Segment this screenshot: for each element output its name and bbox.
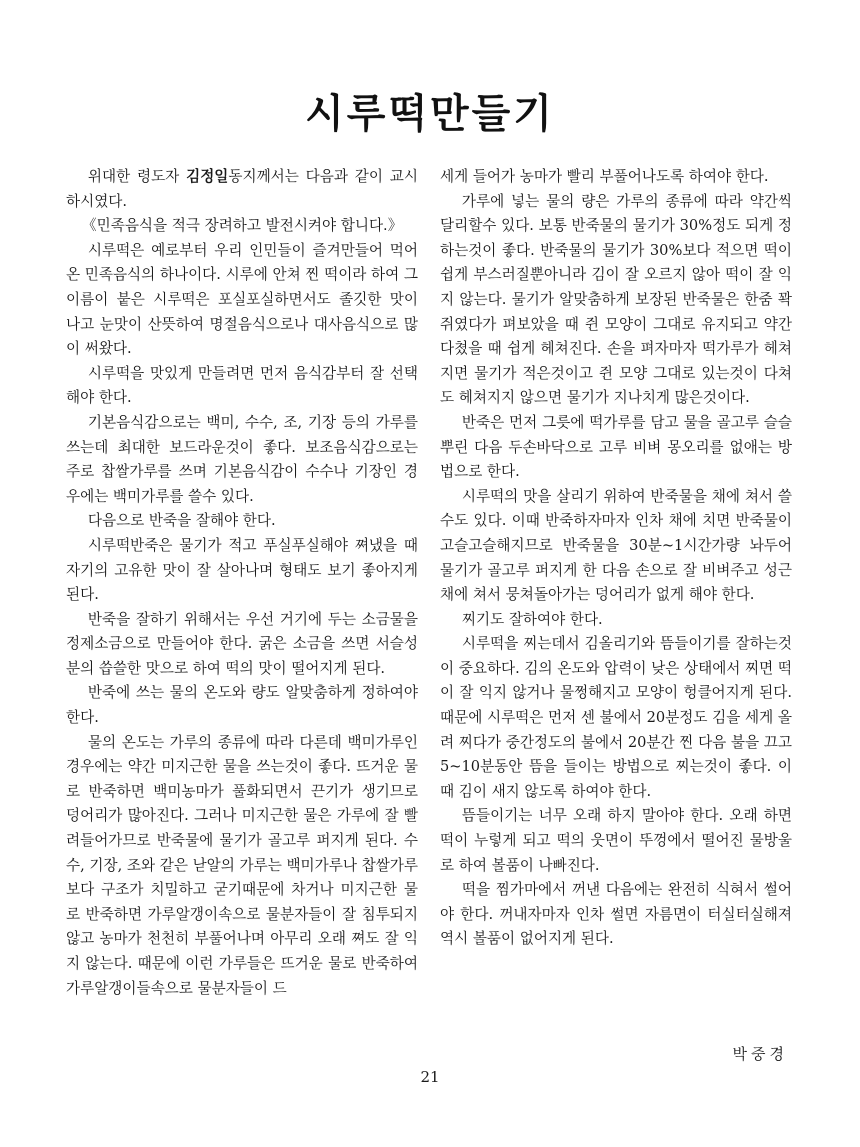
intro-prefix: 위대한 령도자 bbox=[87, 168, 187, 185]
body-paragraph: 시루떡을 찌는데서 김올리기와 뜸들이기를 잘하는것이 중요하다. 김의 온도와 압력이 낮은 상태에서 찌면 떡이 잘 익지 않거나 물쩡해지고 모양이 헝클어지게 된다. 때문에 시루떡은 먼저 센 불에서 20분정도 김을 세게 올려 찌다가 중간정도의 불에서 20분간 찐 다음 불을 끄고 5~10분동안 뜸을 들이는 방법으로 찌는것이 좋다. 이때 김이 새지 않도록 하여야 한다. bbox=[440, 635, 792, 800]
left-column bbox=[66, 165, 418, 1001]
leader-name: 김정일 bbox=[186, 168, 229, 185]
body-paragraph: 다음으로 반죽을 잘해야 한다. bbox=[87, 512, 276, 530]
body-paragraph: 시루떡은 예로부터 우리 인민들이 즐겨만들어 먹어온 민족음식의 하나이다. 시루에 안쳐 찐 떡이라 하여 그 이름이 붙은 시루떡은 포실포실하면서도 졸깃한 맛이 나고 눈맛이 산뜻하여 명절음식으로나 대사음식으로 많이 써왔다. bbox=[66, 241, 418, 358]
body-paragraph: 물의 온도는 가루의 종류에 따라 다른데 백미가루인 경우에는 약간 미지근한 물을 쓰는것이 좋다. 뜨거운 물로 반죽하면 백미농마가 풀화되면서 끈기가 생기므로 덩어리가 많아진다. 그러나 미지근한 물은 가루에 잘 빨려들어가므로 반죽물에 물기가 골고루 퍼지게 된다. 수수, 기장, 조와 같은 낟알의 가루는 백미가루나 찹쌀가루보다 구조가 치밀하고 굳기때문에 차거나 미지근한 물로 반죽하면 가루알갱이속으로 물분자들이 잘 침투되지 않고 농마가 천천히 부풀어나며 아무리 오래 쪄도 잘 익지 않는다. 때문에 이런 가루들은 뜨거운 물로 반죽하여 가루알갱이들속으로 물분자들이 드 bbox=[66, 733, 418, 997]
article-title: 시루떡만들기 bbox=[305, 91, 555, 137]
body-paragraph: 뜸들이기는 너무 오래 하지 말아야 한다. 오래 하면 떡이 누렇게 되고 떡의 웃면이 뚜껑에서 떨어진 물방울로 하여 볼품이 나빠진다. bbox=[440, 807, 792, 874]
body-paragraph: 기본음식감으로는 백미, 수수, 조, 기장 등의 가루를 쓰는데 최대한 보드라운것이 좋다. 보조음식감으로는 주로 찹쌀가루를 쓰며 기본음식감이 수수나 기장인 경우에는 백미가루를 쓸수 있다. bbox=[66, 413, 418, 505]
intro-paragraph bbox=[66, 165, 418, 214]
body-paragraph: 가루에 넣는 물의 량은 가루의 종류에 따라 약간씩 달리할수 있다. 보통 반죽물의 물기가 30%정도 되게 정하는것이 좋다. 반죽물의 물기가 30%보다 적으면 떡이 쉽게 부스러질뿐아니라 김이 잘 오르지 않아 떡이 잘 익지 않는다. 물기가 알맞춤하게 보장된 반죽물은 한줌 꽉 쥐였다가 펴보았을 때 쥔 모양이 그대로 유지되고 약간 다쳤을 때 쉽게 헤쳐진다. 손을 펴자마자 떡가루가 헤쳐지면 물기가 적은것이고 쥔 모양 그대로 있는것이 다쳐도 헤쳐지지 않으면 물기가 지나치게 많은것이다. bbox=[440, 192, 792, 407]
body-paragraph: 시루떡의 맛을 살리기 위하여 반죽물을 채에 쳐서 쓸수도 있다. 이때 반죽하자마자 인차 채에 치면 반죽물이 고슬고슬해지므로 반죽물을 30분~1시간가량 놔두어 물기가 골고루 퍼지게 한 다음 손으로 잘 비벼주고 성근 채에 쳐서 뭉쳐돌아가는 덩어리가 없게 해야 한다. bbox=[440, 487, 792, 604]
body-paragraph: 찌기도 잘하여야 한다. bbox=[461, 610, 603, 628]
body-paragraph: 반죽을 잘하기 위해서는 우선 거기에 두는 소금물을 정제소금으로 만들어야 한다. 굵은 소금을 쓰면 서슬성분의 씁쓸한 맛으로 하여 떡의 맛이 떨어지게 된다. bbox=[66, 610, 418, 677]
body-paragraph: 반죽에 쓰는 물의 온도와 량도 알맞춤하게 정하여야 한다. bbox=[66, 684, 418, 727]
continued-paragraph: 세게 들어가 농마가 빨리 부풀어나도록 하여야 한다. bbox=[440, 168, 769, 185]
intro-suffix: 동지께서는 다음과 같이 교시하시였다. bbox=[66, 168, 418, 210]
body-paragraph: 시루떡반죽은 물기가 적고 푸실푸실해야 쪄냈을 때 자기의 고유한 맛이 잘 살아나며 형태도 보기 좋아지게 된다. bbox=[66, 536, 418, 604]
page-number: 21 bbox=[420, 1068, 440, 1086]
right-column bbox=[440, 165, 792, 952]
body-paragraph: 떡을 찜가마에서 꺼낸 다음에는 완전히 식혀서 썰어야 한다. 꺼내자마자 인차 썰면 자름면이 터실터실해져 역시 볼품이 없어지게 된다. bbox=[440, 881, 792, 948]
body-paragraph: 시루떡을 맛있게 만들려면 먼저 음식감부터 잘 선택해야 한다. bbox=[66, 364, 418, 407]
quote-paragraph: 《민족음식을 적극 장려하고 발전시켜야 합니다.》 bbox=[82, 217, 403, 235]
author-name: 박중경 bbox=[732, 1045, 788, 1063]
body-paragraph: 반죽은 먼저 그릇에 떡가루를 담고 물을 골고루 슬슬 뿌린 다음 두손바닥으로 고루 비벼 몽오리를 없애는 방법으로 한다. bbox=[440, 413, 792, 481]
